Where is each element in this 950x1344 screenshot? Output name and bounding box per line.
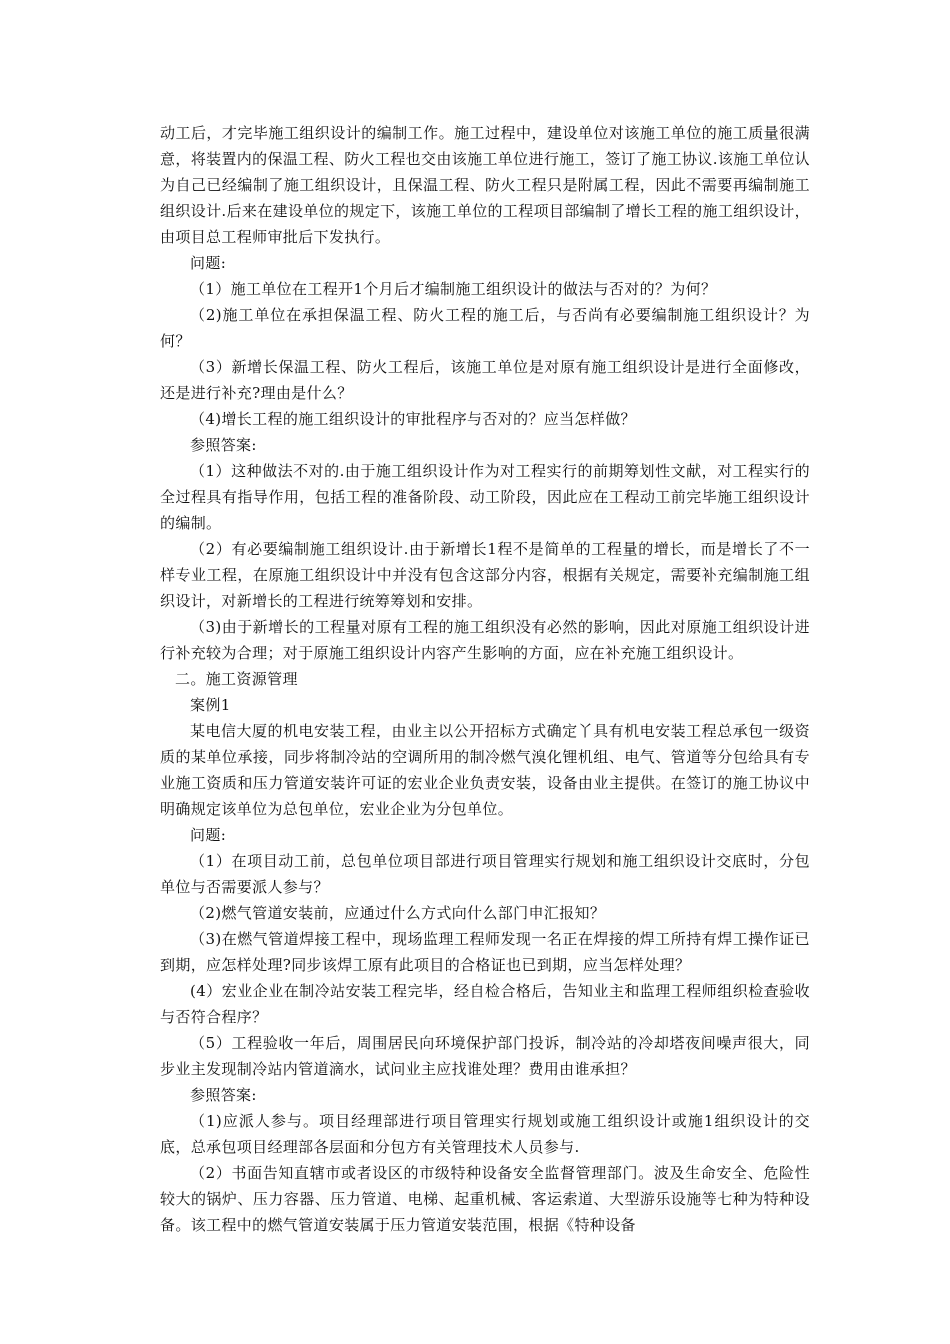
answer-heading: 参照答案: (190, 1086, 257, 1104)
paragraph-intro: 动工后，才完毕施工组织设计的编制工作。施工过程中，建设单位对该施工单位的施工质量很满意，将装置内的保温工程、防火工程也交由该施工单位进行施工，签订了施工协议.该施工单位认为自己已经编制了施工组织设计，且保温工程、防火工程只是附属工程，因此不需要再编制施工组织设计.后来在建设单位的规定下，该施工单位的工程项目部编制了增长工程的施工组织设计，由项目总工程师审批后下发执行。 (160, 124, 810, 246)
case-title: 案例1 (190, 696, 231, 714)
question-item: （3)在燃气管道焊接工程中，现场监理工程师发现一名正在焊接的焊工所持有焊工操作证已到期，应怎样处理?同步该焊工原有此项目的合格证也已到期，应当怎样处理？ (160, 930, 810, 974)
case-description: 某电信大厦的机电安装工程，由业主以公开招标方式确定丫具有机电安装工程总承包一级资质的某单位承接，同步将制冷站的空调所用的制冷燃气溴化锂机组、电气、管道等分包给具有专业施工资质和压力管道安装许可证的宏业企业负责安装，设备由业主提供。在签订的施工协议中明确规定该单位为总包单位，宏业企业为分包单位。 (160, 722, 810, 818)
question-item: (4）宏业企业在制冷站安装工程完毕，经自检合格后，告知业主和监理工程师组织检查验收与否符合程序？ (160, 982, 810, 1026)
question-item: （1）在项目动工前，总包单位项目部进行项目管理实行规划和施工组织设计交底时，分包单位与否需要派人参与？ (160, 852, 810, 896)
question-item: （4)增长工程的施工组织设计的审批程序与否对的？应当怎样做？ (190, 410, 636, 428)
question-item: （3）新增长保温工程、防火工程后，该施工单位是对原有施工组织设计是进行全面修改，还是进行补充?理由是什么？ (160, 358, 810, 402)
question-heading: 问题: (190, 254, 227, 272)
question-item: （2)施工单位在承担保温工程、防火工程的施工后，与否尚有必要编制施工组织设计？为何？ (160, 306, 810, 350)
question-item: （5）工程验收一年后，周围居民向环境保护部门投诉，制冷站的冷却塔夜间噪声很大，同步业主发现制冷站内管道滴水，试问业主应找谁处理？费用由谁承担？ (160, 1034, 810, 1078)
answer-item: （1）这种做法不对的.由于施工组织设计作为对工程实行的前期筹划性文献，对工程实行的全过程具有指导作用，包括工程的准备阶段、动工阶段，因此应在工程动工前完毕施工组织设计的编制。 (160, 462, 810, 532)
answer-item: （2）有必要编制施工组织设计.由于新增长1程不是简单的工程量的增长，而是增长了不一样专业工程，在原施工组织设计中并没有包含这部分内容，根据有关规定，需要补充编制施工组织设计，对新增长的工程进行统筹筹划和安排。 (160, 540, 810, 610)
answer-item: （2）书面告知直辖市或者设区的市级特种设备安全监督管理部门。波及生命安全、危险性较大的锅炉、压力容器、压力管道、电梯、起重机械、客运索道、大型游乐设施等七种为特种设备。该工程中的燃气管道安装属于压力管道安装范围，根据《特种设备 (160, 1164, 810, 1234)
document-page (160, 120, 810, 1238)
answer-heading: 参照答案: (190, 436, 257, 454)
section-title: 二。施工资源管理 (175, 670, 298, 688)
answer-item: （1)应派人参与。项目经理部进行项目管理实行规划或施工组织设计或施1组织设计的交底，总承包项目经理部各层面和分包方有关管理技术人员参与. (160, 1112, 810, 1156)
question-item: （2)燃气管道安装前，应通过什么方式向什么部门申汇报知？ (190, 904, 606, 922)
question-item: （1）施工单位在工程开1个月后才编制施工组织设计的做法与否对的？为何？ (190, 280, 717, 298)
question-heading: 问题: (190, 826, 227, 844)
answer-item: （3)由于新增长的工程量对原有工程的施工组织没有必然的影响，因此对原施工组织设计进行补充较为合理；对于原施工组织设计内容产生影响的方面，应在补充施工组织设计。 (160, 618, 810, 662)
